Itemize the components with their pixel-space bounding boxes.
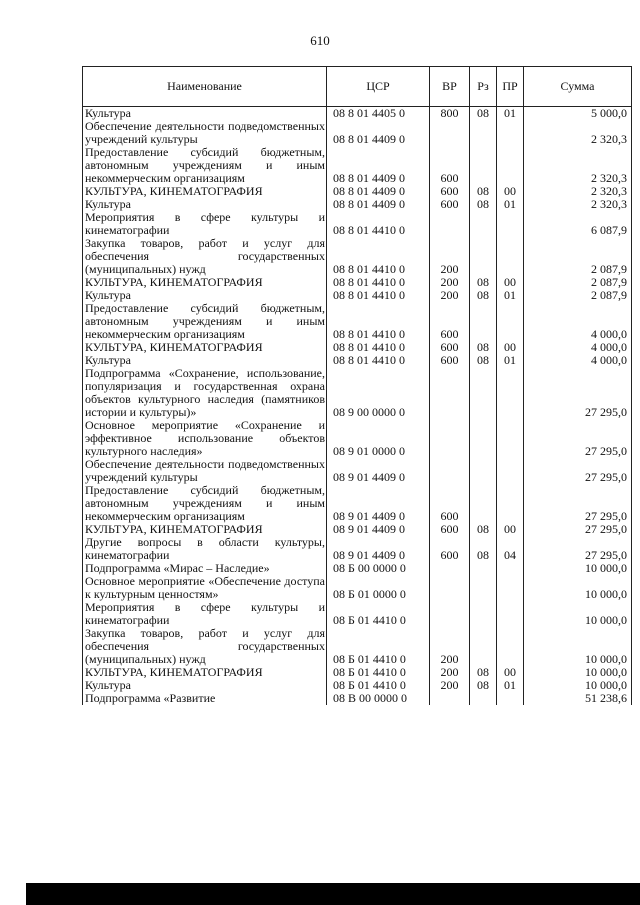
cell-csr: 08 Б 01 0000 0 (327, 575, 430, 601)
cell-pr: 00 (497, 341, 524, 354)
cell-rz (470, 146, 497, 185)
cell-pr: 01 (497, 107, 524, 121)
cell-sum: 2 087,9 (524, 289, 632, 302)
cell-name: КУЛЬТУРА, КИНЕМАТОГРАФИЯ (83, 523, 327, 536)
cell-rz: 08 (470, 536, 497, 562)
cell-name: Подпрограмма «Сохранение, использование, популяризация и государственная охрана объектов культурного наследия (памятников истории и культуры)» (83, 367, 327, 419)
cell-csr: 08 Б 00 0000 0 (327, 562, 430, 575)
cell-vr: 200 (430, 627, 470, 666)
cell-vr (430, 562, 470, 575)
cell-name: КУЛЬТУРА, КИНЕМАТОГРАФИЯ (83, 341, 327, 354)
cell-rz (470, 458, 497, 484)
cell-pr: 01 (497, 198, 524, 211)
cell-pr (497, 237, 524, 276)
cell-pr (497, 302, 524, 341)
cell-name: КУЛЬТУРА, КИНЕМАТОГРАФИЯ (83, 666, 327, 679)
cell-sum: 27 295,0 (524, 367, 632, 419)
cell-rz: 08 (470, 354, 497, 367)
cell-vr: 600 (430, 341, 470, 354)
cell-rz: 08 (470, 185, 497, 198)
cell-pr (497, 367, 524, 419)
cell-vr: 600 (430, 484, 470, 523)
cell-sum: 27 295,0 (524, 484, 632, 523)
table-header-row (83, 67, 632, 107)
cell-vr: 600 (430, 185, 470, 198)
table-row (83, 367, 632, 419)
cell-sum: 27 295,0 (524, 523, 632, 536)
table-row (83, 107, 632, 121)
cell-rz (470, 575, 497, 601)
cell-rz (470, 562, 497, 575)
cell-vr (430, 458, 470, 484)
cell-vr: 600 (430, 198, 470, 211)
cell-csr: 08 8 01 4410 0 (327, 354, 430, 367)
budget-table (82, 66, 632, 705)
cell-pr: 00 (497, 523, 524, 536)
cell-csr: 08 В 00 0000 0 (327, 692, 430, 705)
cell-csr: 08 9 00 0000 0 (327, 367, 430, 419)
cell-pr: 01 (497, 289, 524, 302)
cell-name: Основное мероприятие «Обеспечение доступа к культурным ценностям» (83, 575, 327, 601)
cell-rz (470, 237, 497, 276)
table-row (83, 302, 632, 341)
cell-name: Культура (83, 289, 327, 302)
cell-rz: 08 (470, 289, 497, 302)
cell-pr (497, 419, 524, 458)
cell-name: Обеспечение деятельности подведомственных учреждений культуры (83, 458, 327, 484)
cell-rz: 08 (470, 679, 497, 692)
cell-csr: 08 8 01 4405 0 (327, 107, 430, 121)
table-row (83, 458, 632, 484)
cell-csr: 08 8 01 4410 0 (327, 289, 430, 302)
cell-rz (470, 367, 497, 419)
cell-vr: 200 (430, 276, 470, 289)
cell-vr: 200 (430, 679, 470, 692)
cell-sum: 6 087,9 (524, 211, 632, 237)
cell-csr: 08 8 01 4410 0 (327, 341, 430, 354)
cell-sum: 10 000,0 (524, 575, 632, 601)
table-row (83, 601, 632, 627)
table-row (83, 237, 632, 276)
cell-rz (470, 419, 497, 458)
cell-rz: 08 (470, 341, 497, 354)
cell-vr: 600 (430, 354, 470, 367)
table-row (83, 419, 632, 458)
table-row (83, 484, 632, 523)
cell-rz (470, 692, 497, 705)
cell-name: КУЛЬТУРА, КИНЕМАТОГРАФИЯ (83, 185, 327, 198)
cell-vr: 600 (430, 523, 470, 536)
column-header-name: Наименование (83, 67, 327, 107)
cell-rz: 08 (470, 276, 497, 289)
cell-csr: 08 8 01 4409 0 (327, 146, 430, 185)
cell-vr: 600 (430, 536, 470, 562)
cell-pr: 01 (497, 354, 524, 367)
cell-rz (470, 120, 497, 146)
cell-sum: 27 295,0 (524, 419, 632, 458)
cell-pr (497, 120, 524, 146)
cell-rz: 08 (470, 198, 497, 211)
cell-pr (497, 627, 524, 666)
cell-vr: 800 (430, 107, 470, 121)
cell-name: Предоставление субсидий бюджетным, автономным учреждениям и иным некоммерческим организациям (83, 484, 327, 523)
cell-rz: 08 (470, 523, 497, 536)
cell-pr (497, 692, 524, 705)
column-header-sum: Сумма (524, 67, 632, 107)
cell-sum: 10 000,0 (524, 601, 632, 627)
cell-name: Мероприятия в сфере культуры и кинематографии (83, 211, 327, 237)
cell-name: Подпрограмма «Мирас – Наследие» (83, 562, 327, 575)
cell-sum: 10 000,0 (524, 627, 632, 666)
cell-sum: 2 320,3 (524, 120, 632, 146)
cell-rz (470, 484, 497, 523)
cell-vr (430, 211, 470, 237)
cell-vr: 600 (430, 302, 470, 341)
cell-name: Обеспечение деятельности подведомственных учреждений культуры (83, 120, 327, 146)
cell-pr: 01 (497, 679, 524, 692)
scan-edge-bar (26, 883, 640, 905)
cell-vr (430, 601, 470, 627)
cell-csr: 08 9 01 4409 0 (327, 536, 430, 562)
cell-vr: 600 (430, 146, 470, 185)
cell-rz: 08 (470, 107, 497, 121)
cell-pr: 00 (497, 276, 524, 289)
cell-vr (430, 367, 470, 419)
cell-name: Культура (83, 354, 327, 367)
table-row (83, 536, 632, 562)
cell-sum: 2 087,9 (524, 276, 632, 289)
table-row (83, 692, 632, 705)
cell-rz (470, 211, 497, 237)
cell-name: Предоставление субсидий бюджетным, автономным учреждениям и иным некоммерческим организациям (83, 146, 327, 185)
cell-pr (497, 601, 524, 627)
cell-csr: 08 8 01 4410 0 (327, 237, 430, 276)
column-header-pr: ПР (497, 67, 524, 107)
table-row (83, 575, 632, 601)
cell-name: Закупка товаров, работ и услуг для обеспечения государственных (муниципальных) нужд (83, 237, 327, 276)
column-header-vr: ВР (430, 67, 470, 107)
cell-sum: 10 000,0 (524, 679, 632, 692)
cell-csr: 08 8 01 4409 0 (327, 198, 430, 211)
cell-csr: 08 Б 01 4410 0 (327, 627, 430, 666)
cell-sum: 4 000,0 (524, 354, 632, 367)
cell-csr: 08 Б 01 4410 0 (327, 601, 430, 627)
cell-name: Культура (83, 198, 327, 211)
cell-vr (430, 575, 470, 601)
cell-pr (497, 146, 524, 185)
table-body (83, 107, 632, 706)
cell-pr (497, 458, 524, 484)
cell-rz: 08 (470, 666, 497, 679)
cell-rz (470, 302, 497, 341)
cell-sum: 2 320,3 (524, 146, 632, 185)
cell-csr: 08 8 01 4409 0 (327, 185, 430, 198)
cell-name: Основное мероприятие «Сохранение и эффективное использование объектов культурного наследия» (83, 419, 327, 458)
cell-pr: 04 (497, 536, 524, 562)
cell-name: Предоставление субсидий бюджетным, автономным учреждениям и иным некоммерческим организациям (83, 302, 327, 341)
cell-csr: 08 9 01 4409 0 (327, 484, 430, 523)
cell-sum: 51 238,6 (524, 692, 632, 705)
cell-rz (470, 601, 497, 627)
cell-csr: 08 8 01 4409 0 (327, 120, 430, 146)
cell-sum: 2 320,3 (524, 198, 632, 211)
table-row (83, 146, 632, 185)
cell-sum: 10 000,0 (524, 666, 632, 679)
cell-vr: 200 (430, 237, 470, 276)
cell-pr (497, 211, 524, 237)
table-row (83, 120, 632, 146)
page-number: 610 (310, 33, 330, 48)
cell-csr: 08 9 01 4409 0 (327, 458, 430, 484)
cell-vr (430, 692, 470, 705)
cell-sum: 5 000,0 (524, 107, 632, 121)
cell-pr: 00 (497, 666, 524, 679)
cell-name: Другие вопросы в области культуры, кинематографии (83, 536, 327, 562)
cell-csr: 08 8 01 4410 0 (327, 211, 430, 237)
cell-rz (470, 627, 497, 666)
cell-vr: 200 (430, 666, 470, 679)
cell-sum: 2 320,3 (524, 185, 632, 198)
cell-pr: 00 (497, 185, 524, 198)
cell-csr: 08 8 01 4410 0 (327, 276, 430, 289)
column-header-rz: Рз (470, 67, 497, 107)
cell-csr: 08 Б 01 4410 0 (327, 666, 430, 679)
cell-csr: 08 9 01 4409 0 (327, 523, 430, 536)
cell-name: Подпрограмма «Развитие (83, 692, 327, 705)
cell-pr (497, 562, 524, 575)
cell-vr (430, 120, 470, 146)
cell-sum: 27 295,0 (524, 458, 632, 484)
cell-vr: 200 (430, 289, 470, 302)
cell-pr (497, 484, 524, 523)
cell-name: Культура (83, 107, 327, 121)
column-header-csr: ЦСР (327, 67, 430, 107)
cell-sum: 4 000,0 (524, 341, 632, 354)
cell-pr (497, 575, 524, 601)
cell-name: Мероприятия в сфере культуры и кинематографии (83, 601, 327, 627)
cell-name: КУЛЬТУРА, КИНЕМАТОГРАФИЯ (83, 276, 327, 289)
cell-vr (430, 419, 470, 458)
table-row (83, 211, 632, 237)
cell-sum: 27 295,0 (524, 536, 632, 562)
cell-name: Закупка товаров, работ и услуг для обеспечения государственных (муниципальных) нужд (83, 627, 327, 666)
table-row (83, 627, 632, 666)
cell-name: Культура (83, 679, 327, 692)
cell-csr: 08 9 01 0000 0 (327, 419, 430, 458)
cell-sum: 10 000,0 (524, 562, 632, 575)
cell-sum: 2 087,9 (524, 237, 632, 276)
cell-csr: 08 Б 01 4410 0 (327, 679, 430, 692)
cell-csr: 08 8 01 4410 0 (327, 302, 430, 341)
cell-sum: 4 000,0 (524, 302, 632, 341)
